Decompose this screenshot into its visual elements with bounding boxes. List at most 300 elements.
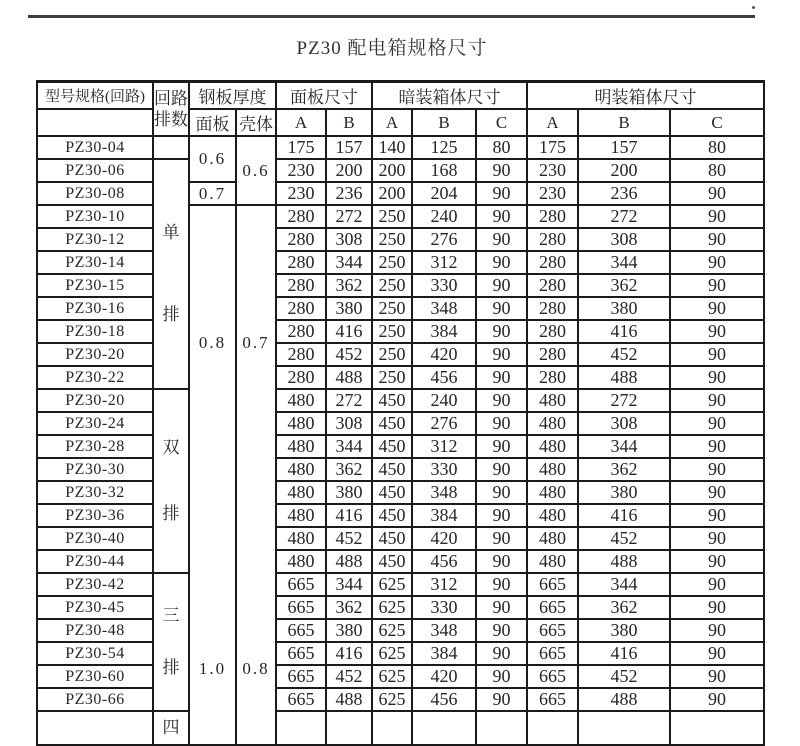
header-steel-thickness: 钢板厚度 [189, 82, 276, 110]
cell-dim-value: 625 [372, 665, 412, 688]
cell-dim-value: 344 [326, 435, 372, 458]
cell-dim-value: 308 [578, 412, 670, 435]
cell-dim-value: 175 [276, 136, 326, 159]
cell-dim-value: 280 [527, 205, 578, 228]
cell-dim-value: 665 [276, 688, 326, 711]
cell-dim-value: 380 [578, 481, 670, 504]
cell-dim-value: 90 [670, 297, 764, 320]
cell-dim-value: 362 [326, 458, 372, 481]
table-row [37, 688, 764, 711]
cell-dim-value: 380 [326, 297, 372, 320]
cell-dim-value: 280 [276, 366, 326, 389]
cell-model: PZ30-60 [37, 665, 153, 688]
cell-dim-value: 250 [372, 228, 412, 251]
header-row-2 [37, 109, 764, 136]
table-row [37, 366, 764, 389]
cell-dim-value: 280 [276, 274, 326, 297]
cell-dim-value: 250 [372, 251, 412, 274]
cell-dim-value: 312 [412, 435, 476, 458]
cell-dim-value: 90 [670, 665, 764, 688]
cell-model: PZ30-12 [37, 228, 153, 251]
cell-dim-value: 665 [527, 619, 578, 642]
table-row [37, 182, 764, 205]
cell-dim-value: 90 [476, 688, 527, 711]
table-row [37, 642, 764, 665]
cell-dim-value: 90 [476, 642, 527, 665]
page-title: PZ30 配电箱规格尺寸 [296, 38, 488, 59]
cell-dim-value: 480 [527, 550, 578, 573]
cell-steel-shell [236, 205, 276, 745]
cell-dim-value: 348 [412, 481, 476, 504]
cell-dim-value: 665 [276, 596, 326, 619]
cell-dim-value: 90 [670, 205, 764, 228]
cell-model: PZ30-66 [37, 688, 153, 711]
cell-model: PZ30-10 [37, 205, 153, 228]
cell-dim-value: 480 [276, 458, 326, 481]
spec-table [36, 80, 765, 746]
table-row [37, 527, 764, 550]
cell-dim-value: 330 [412, 458, 476, 481]
cell-dim-value: 450 [372, 389, 412, 412]
cell-dim-value: 362 [326, 274, 372, 297]
group-label-char: 三 [162, 606, 180, 626]
header-steel-shell: 壳体 [236, 109, 276, 136]
cell-dim-value: 488 [326, 366, 372, 389]
cell-dim-value: 348 [412, 619, 476, 642]
cell-dim-value: 90 [670, 573, 764, 596]
cell-dim-value: 90 [670, 251, 764, 274]
cell-model: PZ30-06 [37, 159, 153, 182]
cell-dim-value: 240 [412, 205, 476, 228]
cell-dim-value: 236 [326, 182, 372, 205]
cell-dim-value: 280 [276, 251, 326, 274]
table-row [37, 504, 764, 527]
cell-dim-value: 90 [670, 412, 764, 435]
cell-dim-value: 344 [326, 573, 372, 596]
cell-dim-value: 140 [372, 136, 412, 159]
cell-dim-value [326, 711, 372, 745]
cell-dim-value: 90 [476, 435, 527, 458]
cell-dim-value: 276 [412, 228, 476, 251]
table-row [37, 619, 764, 642]
cell-dim-value: 452 [578, 527, 670, 550]
table-row [37, 389, 764, 412]
table-row [37, 320, 764, 343]
cell-model: PZ30-20 [37, 389, 153, 412]
steel-value: 1.0 [198, 658, 227, 678]
cell-model: PZ30-08 [37, 182, 153, 205]
cell-dim-value: 90 [476, 159, 527, 182]
cell-dim-value: 90 [670, 366, 764, 389]
cell-dim-value: 625 [372, 573, 412, 596]
header-panel-size: 面板尺寸 [276, 82, 372, 110]
cell-dim-value: 280 [527, 297, 578, 320]
header-panel-a: A [276, 109, 326, 136]
cell-dim-value: 250 [372, 320, 412, 343]
cell-dim-value: 250 [372, 274, 412, 297]
cell-dim-value: 90 [476, 205, 527, 228]
cell-dim-value: 90 [476, 665, 527, 688]
cell-dim-value: 480 [527, 504, 578, 527]
table-row [37, 711, 764, 745]
cell-model: PZ30-18 [37, 320, 153, 343]
cell-model: PZ30-30 [37, 458, 153, 481]
cell-dim-value: 308 [578, 228, 670, 251]
cell-dim-value: 362 [578, 596, 670, 619]
cell-dim-value: 280 [527, 274, 578, 297]
cell-circuit-spacer [153, 136, 189, 159]
table-row [37, 274, 764, 297]
cell-dim-value: 90 [670, 642, 764, 665]
header-concealed-b: B [412, 109, 476, 136]
cell-dim-value: 230 [527, 159, 578, 182]
cell-dim-value: 480 [527, 435, 578, 458]
cell-dim-value [578, 711, 670, 745]
cell-model: PZ30-44 [37, 550, 153, 573]
cell-dim-value: 480 [527, 527, 578, 550]
cell-model: PZ30-22 [37, 366, 153, 389]
spec-table-head [37, 82, 764, 137]
cell-dim-value: 90 [670, 688, 764, 711]
cell-dim-value: 456 [412, 688, 476, 711]
cell-dim-value: 665 [527, 596, 578, 619]
group-label-char: 单 [162, 223, 180, 242]
cell-dim-value: 90 [670, 596, 764, 619]
header-panel-b: B [326, 109, 372, 136]
cell-dim-value: 90 [476, 619, 527, 642]
cell-dim-value: 230 [527, 182, 578, 205]
cell-dim-value: 90 [670, 274, 764, 297]
cell-dim-value: 90 [476, 458, 527, 481]
cell-dim-value: 665 [276, 619, 326, 642]
cell-dim-value: 90 [670, 343, 764, 366]
cell-dim-value: 416 [326, 320, 372, 343]
cell-dim-value: 450 [372, 435, 412, 458]
table-row [37, 573, 764, 596]
cell-dim-value: 488 [578, 688, 670, 711]
table-row [37, 665, 764, 688]
cell-dim-value: 90 [476, 320, 527, 343]
cell-dim-value: 90 [476, 550, 527, 573]
cell-dim-value: 90 [476, 274, 527, 297]
header-circuit-rows [153, 82, 189, 137]
cell-dim-value: 280 [527, 343, 578, 366]
cell-dim-value: 488 [326, 688, 372, 711]
cell-dim-value: 480 [276, 481, 326, 504]
cell-dim-value: 380 [326, 481, 372, 504]
cell-dim-value: 90 [670, 435, 764, 458]
cell-dim-value: 280 [276, 320, 326, 343]
cell-dim-value: 276 [412, 412, 476, 435]
header-surface-b: B [578, 109, 670, 136]
table-row [37, 596, 764, 619]
cell-dim-value: 90 [476, 481, 527, 504]
vertical-label [154, 160, 188, 388]
cell-model: PZ30-48 [37, 619, 153, 642]
header-surface-c: C [670, 109, 764, 136]
cell-dim-value: 450 [372, 504, 412, 527]
cell-dim-value: 308 [326, 412, 372, 435]
cell-dim-value [276, 711, 326, 745]
cell-dim-value: 204 [412, 182, 476, 205]
cell-dim-value: 384 [412, 642, 476, 665]
cell-dim-value: 665 [527, 642, 578, 665]
cell-steel-panel [189, 205, 236, 745]
table-row [37, 205, 764, 228]
cell-dim-value: 280 [276, 297, 326, 320]
cell-dim-value: 452 [326, 527, 372, 550]
cell-dim-value: 380 [578, 619, 670, 642]
cell-dim-value: 200 [372, 182, 412, 205]
table-row [37, 136, 764, 159]
cell-dim-value: 488 [578, 550, 670, 573]
cell-dim-value: 344 [326, 251, 372, 274]
cell-dim-value [670, 711, 764, 745]
cell-dim-value: 80 [670, 136, 764, 159]
cell-dim-value: 665 [527, 688, 578, 711]
cell-dim-value: 420 [412, 665, 476, 688]
cell-dim-value: 416 [578, 504, 670, 527]
cell-group-label [153, 711, 189, 745]
cell-dim-value: 90 [476, 527, 527, 550]
header-circuit-line1: 回路 [154, 89, 188, 108]
cell-dim-value [527, 711, 578, 745]
cell-dim-value: 416 [578, 642, 670, 665]
cell-dim-value: 312 [412, 251, 476, 274]
cell-model: PZ30-28 [37, 435, 153, 458]
cell-dim-value: 665 [276, 642, 326, 665]
cell-dim-value: 280 [276, 228, 326, 251]
cell-steel-panel: 0.6 [189, 136, 236, 182]
table-row [37, 228, 764, 251]
cell-dim-value: 480 [527, 458, 578, 481]
table-row [37, 251, 764, 274]
cell-dim-value: 280 [527, 366, 578, 389]
cell-dim-value [372, 711, 412, 745]
header-concealed-c: C [476, 109, 527, 136]
cell-dim-value: 90 [670, 458, 764, 481]
cell-dim-value: 416 [326, 504, 372, 527]
cell-dim-value: 665 [527, 665, 578, 688]
cell-dim-value: 456 [412, 550, 476, 573]
cell-dim-value: 272 [578, 389, 670, 412]
cell-dim-value: 330 [412, 274, 476, 297]
cell-dim-value: 480 [276, 504, 326, 527]
cell-dim-value: 272 [326, 205, 372, 228]
cell-steel-panel: 0.7 [189, 182, 236, 205]
cell-dim-value: 625 [372, 619, 412, 642]
group-label-char: 排 [162, 657, 180, 677]
cell-dim-value: 480 [276, 435, 326, 458]
cell-dim-value: 308 [326, 228, 372, 251]
cell-model: PZ30-54 [37, 642, 153, 665]
cell-model: PZ30-04 [37, 136, 153, 159]
cell-model: PZ30-24 [37, 412, 153, 435]
cell-dim-value: 480 [276, 412, 326, 435]
cell-dim-value: 330 [412, 596, 476, 619]
cell-model: PZ30-45 [37, 596, 153, 619]
cell-dim-value: 280 [276, 343, 326, 366]
header-model-spacer [37, 109, 153, 136]
cell-dim-value: 452 [578, 665, 670, 688]
cell-dim-value: 90 [670, 527, 764, 550]
cell-dim-value: 250 [372, 366, 412, 389]
cell-dim-value: 230 [276, 159, 326, 182]
cell-dim-value: 380 [578, 297, 670, 320]
cell-dim-value: 250 [372, 205, 412, 228]
cell-model: PZ30-14 [37, 251, 153, 274]
cell-group-label [153, 389, 189, 573]
cell-dim-value: 416 [326, 642, 372, 665]
cell-dim-value: 384 [412, 504, 476, 527]
cell-dim-value: 280 [527, 320, 578, 343]
cell-dim-value: 90 [476, 596, 527, 619]
spec-table-body [37, 136, 764, 745]
cell-dim-value: 362 [326, 596, 372, 619]
cell-dim-value: 240 [412, 389, 476, 412]
cell-dim-value: 452 [578, 343, 670, 366]
group-label-char: 双 [162, 437, 180, 457]
cell-model: PZ30-32 [37, 481, 153, 504]
header-concealed-size: 暗装箱体尺寸 [372, 82, 527, 110]
cell-dim-value: 90 [476, 343, 527, 366]
cell-dim-value: 90 [476, 573, 527, 596]
cell-dim-value: 90 [670, 228, 764, 251]
cell-dim-value: 236 [578, 182, 670, 205]
cell-dim-value: 625 [372, 688, 412, 711]
table-row [37, 435, 764, 458]
cell-dim-value: 90 [476, 504, 527, 527]
cell-dim-value: 90 [670, 182, 764, 205]
cell-dim-value: 200 [578, 159, 670, 182]
cell-dim-value: 280 [527, 251, 578, 274]
cell-dim-value: 480 [527, 389, 578, 412]
header-concealed-a: A [372, 109, 412, 136]
cell-dim-value: 362 [578, 458, 670, 481]
cell-dim-value: 450 [372, 412, 412, 435]
cell-dim-value: 80 [476, 136, 527, 159]
cell-dim-value: 175 [527, 136, 578, 159]
cell-dim-value: 480 [276, 527, 326, 550]
cell-dim-value: 480 [276, 550, 326, 573]
cell-dim-value: 157 [326, 136, 372, 159]
cell-dim-value: 416 [578, 320, 670, 343]
cell-dim-value: 452 [326, 665, 372, 688]
cell-dim-value: 90 [670, 619, 764, 642]
steel-value: 0.8 [198, 333, 227, 353]
cell-dim-value: 200 [372, 159, 412, 182]
cell-model: PZ30-36 [37, 504, 153, 527]
cell-dim-value: 90 [670, 481, 764, 504]
cell-dim-value: 125 [412, 136, 476, 159]
header-model: 型号规格(回路) [37, 82, 153, 110]
table-row [37, 550, 764, 573]
cell-dim-value: 344 [578, 573, 670, 596]
cell-dim-value: 665 [527, 573, 578, 596]
cell-dim-value: 420 [412, 527, 476, 550]
cell-model [37, 711, 153, 745]
cell-dim-value: 344 [578, 435, 670, 458]
cell-dim-value: 488 [578, 366, 670, 389]
cell-dim-value: 488 [326, 550, 372, 573]
cell-dim-value: 250 [372, 297, 412, 320]
cell-group-label [153, 159, 189, 389]
cell-dim-value: 312 [412, 573, 476, 596]
cell-dim-value: 665 [276, 665, 326, 688]
cell-dim-value: 230 [276, 182, 326, 205]
table-row [37, 343, 764, 366]
cell-dim-value: 665 [276, 573, 326, 596]
cell-dim-value: 168 [412, 159, 476, 182]
group-label-char: 排 [162, 504, 180, 524]
header-circuit-line2: 排数 [154, 110, 188, 129]
cell-steel-shell: 0.6 [236, 136, 276, 205]
cell-dim-value: 90 [476, 412, 527, 435]
vertical-label [154, 390, 188, 572]
cell-dim-value: 450 [372, 481, 412, 504]
cell-dim-value: 90 [670, 504, 764, 527]
cell-dim-value: 280 [276, 205, 326, 228]
header-surface-a: A [527, 109, 578, 136]
cell-dim-value: 362 [578, 274, 670, 297]
cell-dim-value: 480 [276, 389, 326, 412]
steel-value: 0.8 [242, 658, 270, 678]
cell-dim-value: 157 [578, 136, 670, 159]
cell-dim-value: 348 [412, 297, 476, 320]
cell-dim-value: 480 [527, 481, 578, 504]
cell-dim-value: 480 [527, 412, 578, 435]
cell-dim-value: 380 [326, 619, 372, 642]
cell-dim-value: 420 [412, 343, 476, 366]
cell-dim-value: 200 [326, 159, 372, 182]
cell-dim-value: 90 [476, 389, 527, 412]
cell-dim-value: 90 [476, 182, 527, 205]
cell-dim-value [476, 711, 527, 745]
cell-dim-value: 90 [476, 228, 527, 251]
cell-model: PZ30-42 [37, 573, 153, 596]
table-row [37, 297, 764, 320]
cell-model: PZ30-20 [37, 343, 153, 366]
header-surface-size: 明装箱体尺寸 [527, 82, 764, 110]
cell-dim-value: 456 [412, 366, 476, 389]
table-row [37, 481, 764, 504]
cell-dim-value: 344 [578, 251, 670, 274]
cell-dim-value: 250 [372, 343, 412, 366]
table-row [37, 159, 764, 182]
cell-dim-value [412, 711, 476, 745]
table-row [37, 458, 764, 481]
cell-dim-value: 80 [670, 159, 764, 182]
vertical-label [154, 574, 188, 710]
header-steel-panel: 面板 [189, 109, 236, 136]
cell-dim-value: 625 [372, 642, 412, 665]
vertical-label [154, 712, 188, 744]
table-row [37, 412, 764, 435]
cell-dim-value: 384 [412, 320, 476, 343]
cell-dim-value: 90 [476, 251, 527, 274]
cell-model: PZ30-15 [37, 274, 153, 297]
cell-dim-value: 280 [527, 228, 578, 251]
group-label-char: 排 [162, 305, 180, 324]
corner-dot [752, 6, 755, 9]
cell-model: PZ30-16 [37, 297, 153, 320]
cell-dim-value: 90 [670, 320, 764, 343]
cell-dim-value: 452 [326, 343, 372, 366]
cell-model: PZ30-40 [37, 527, 153, 550]
steel-value: 0.7 [242, 333, 270, 353]
cell-dim-value: 90 [670, 550, 764, 573]
cell-dim-value: 90 [476, 297, 527, 320]
